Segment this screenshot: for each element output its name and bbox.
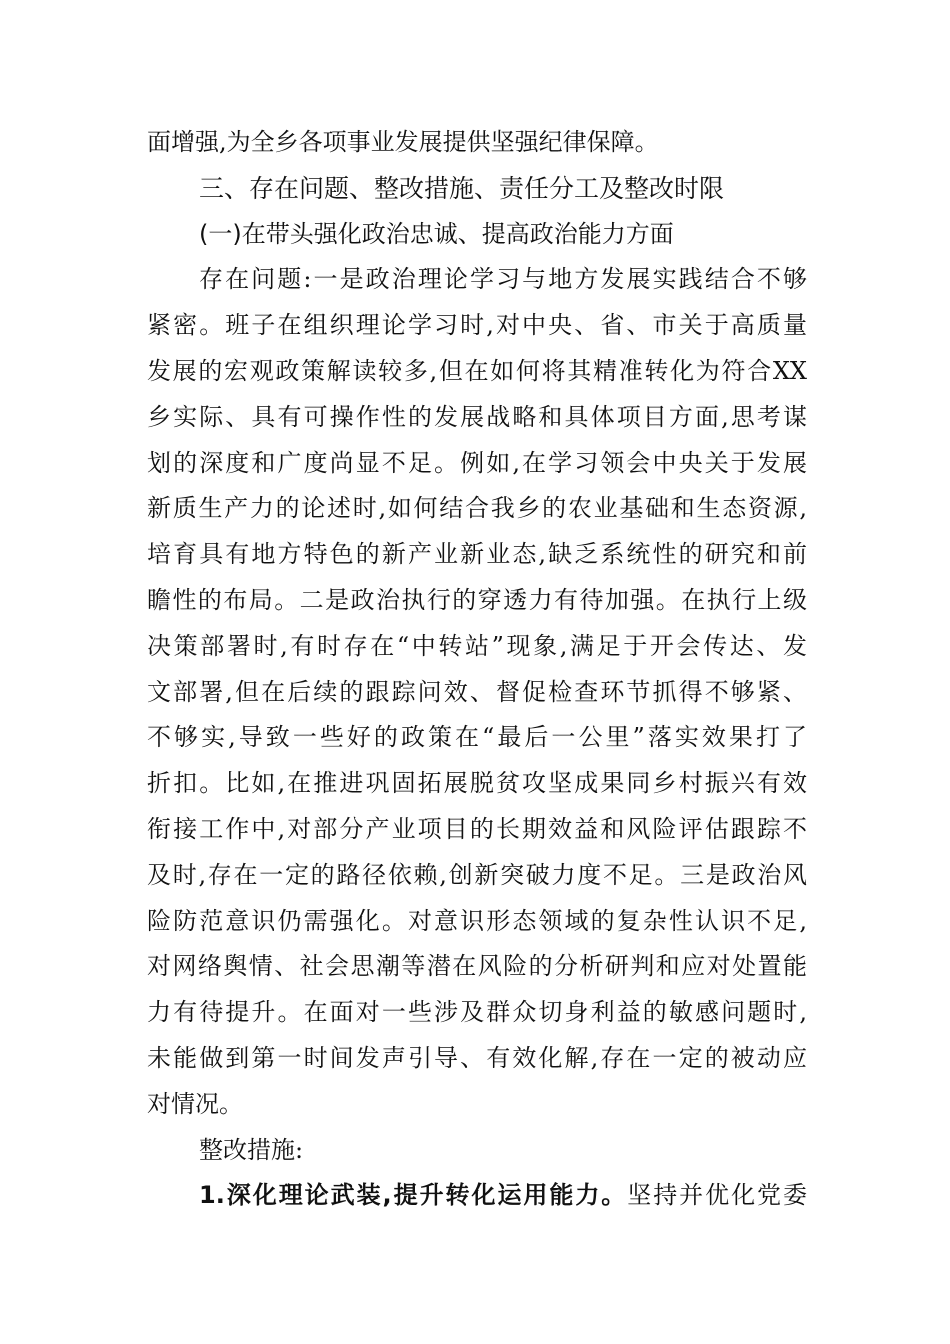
paragraph-continuation: 面增强,为全乡各项事业发展提供坚强纪律保障。 [147, 128, 659, 156]
paragraph-line: 折扣。比如,在推进巩固拓展脱贫攻坚成果同乡村振兴有效 [147, 769, 807, 798]
paragraph-line: 力有待提升。在面对一些涉及群众切身利益的敏感问题时, [147, 998, 807, 1027]
measure-1-text: 坚持并优化党委 [627, 1181, 808, 1210]
paragraph-line: 文部署,但在后续的跟踪问效、督促检查环节抓得不够紧、 [147, 677, 807, 706]
paragraph-line: 不够实,导致一些好的政策在“最后一公里”落实效果打了 [147, 723, 807, 752]
paragraph-line: 决策部署时,有时存在“中转站”现象,满足于开会传达、发 [147, 631, 807, 660]
paragraph-line: 对情况。 [147, 1089, 243, 1118]
problems-paragraph [147, 257, 807, 1127]
paragraph-line: 险防范意识仍需强化。对意识形态领域的复杂性认识不足, [147, 906, 807, 935]
measure-1 [147, 1173, 807, 1219]
paragraph-line: 存在问题:一是政治理论学习与地方发展实践结合不够 [199, 265, 807, 294]
paragraph-line: 新质生产力的论述时,如何结合我乡的农业基础和生态资源, [147, 494, 807, 523]
paragraph-line: 乡实际、具有可操作性的发展战略和具体项目方面,思考谋 [147, 402, 807, 431]
paragraph-line: 未能做到第一时间发声引导、有效化解,存在一定的被动应 [147, 1043, 807, 1072]
paragraph-line: 培育具有地方特色的新产业新业态,缺乏系统性的研究和前 [147, 540, 807, 569]
paragraph-line: 及时,存在一定的路径依赖,创新突破力度不足。三是政治风 [147, 860, 807, 889]
measures-label: 整改措施: [199, 1135, 304, 1164]
document-page [147, 120, 807, 1219]
paragraph-line: 对网络舆情、社会思潮等潜在风险的分析研判和应对处置能 [147, 952, 807, 981]
paragraph-line: 发展的宏观政策解读较多,但在如何将其精准转化为符合XX [147, 356, 807, 385]
paragraph-line: 划的深度和广度尚显不足。例如,在学习领会中央关于发展 [147, 448, 807, 477]
paragraph-line: 瞻性的布局。二是政治执行的穿透力有待加强。在执行上级 [147, 585, 807, 614]
section-heading: 三、存在问题、整改措施、责任分工及整改时限 [199, 173, 725, 203]
paragraph-line: 衔接工作中,对部分产业项目的长期效益和风险评估跟踪不 [147, 814, 807, 843]
paragraph-line: 紧密。班子在组织理论学习时,对中央、省、市关于高质量 [147, 311, 807, 340]
measure-1-title: 1.深化理论武装,提升转化运用能力。 [199, 1181, 628, 1210]
subsection-heading: (一)在带头强化政治忠诚、提高政治能力方面 [199, 219, 674, 248]
